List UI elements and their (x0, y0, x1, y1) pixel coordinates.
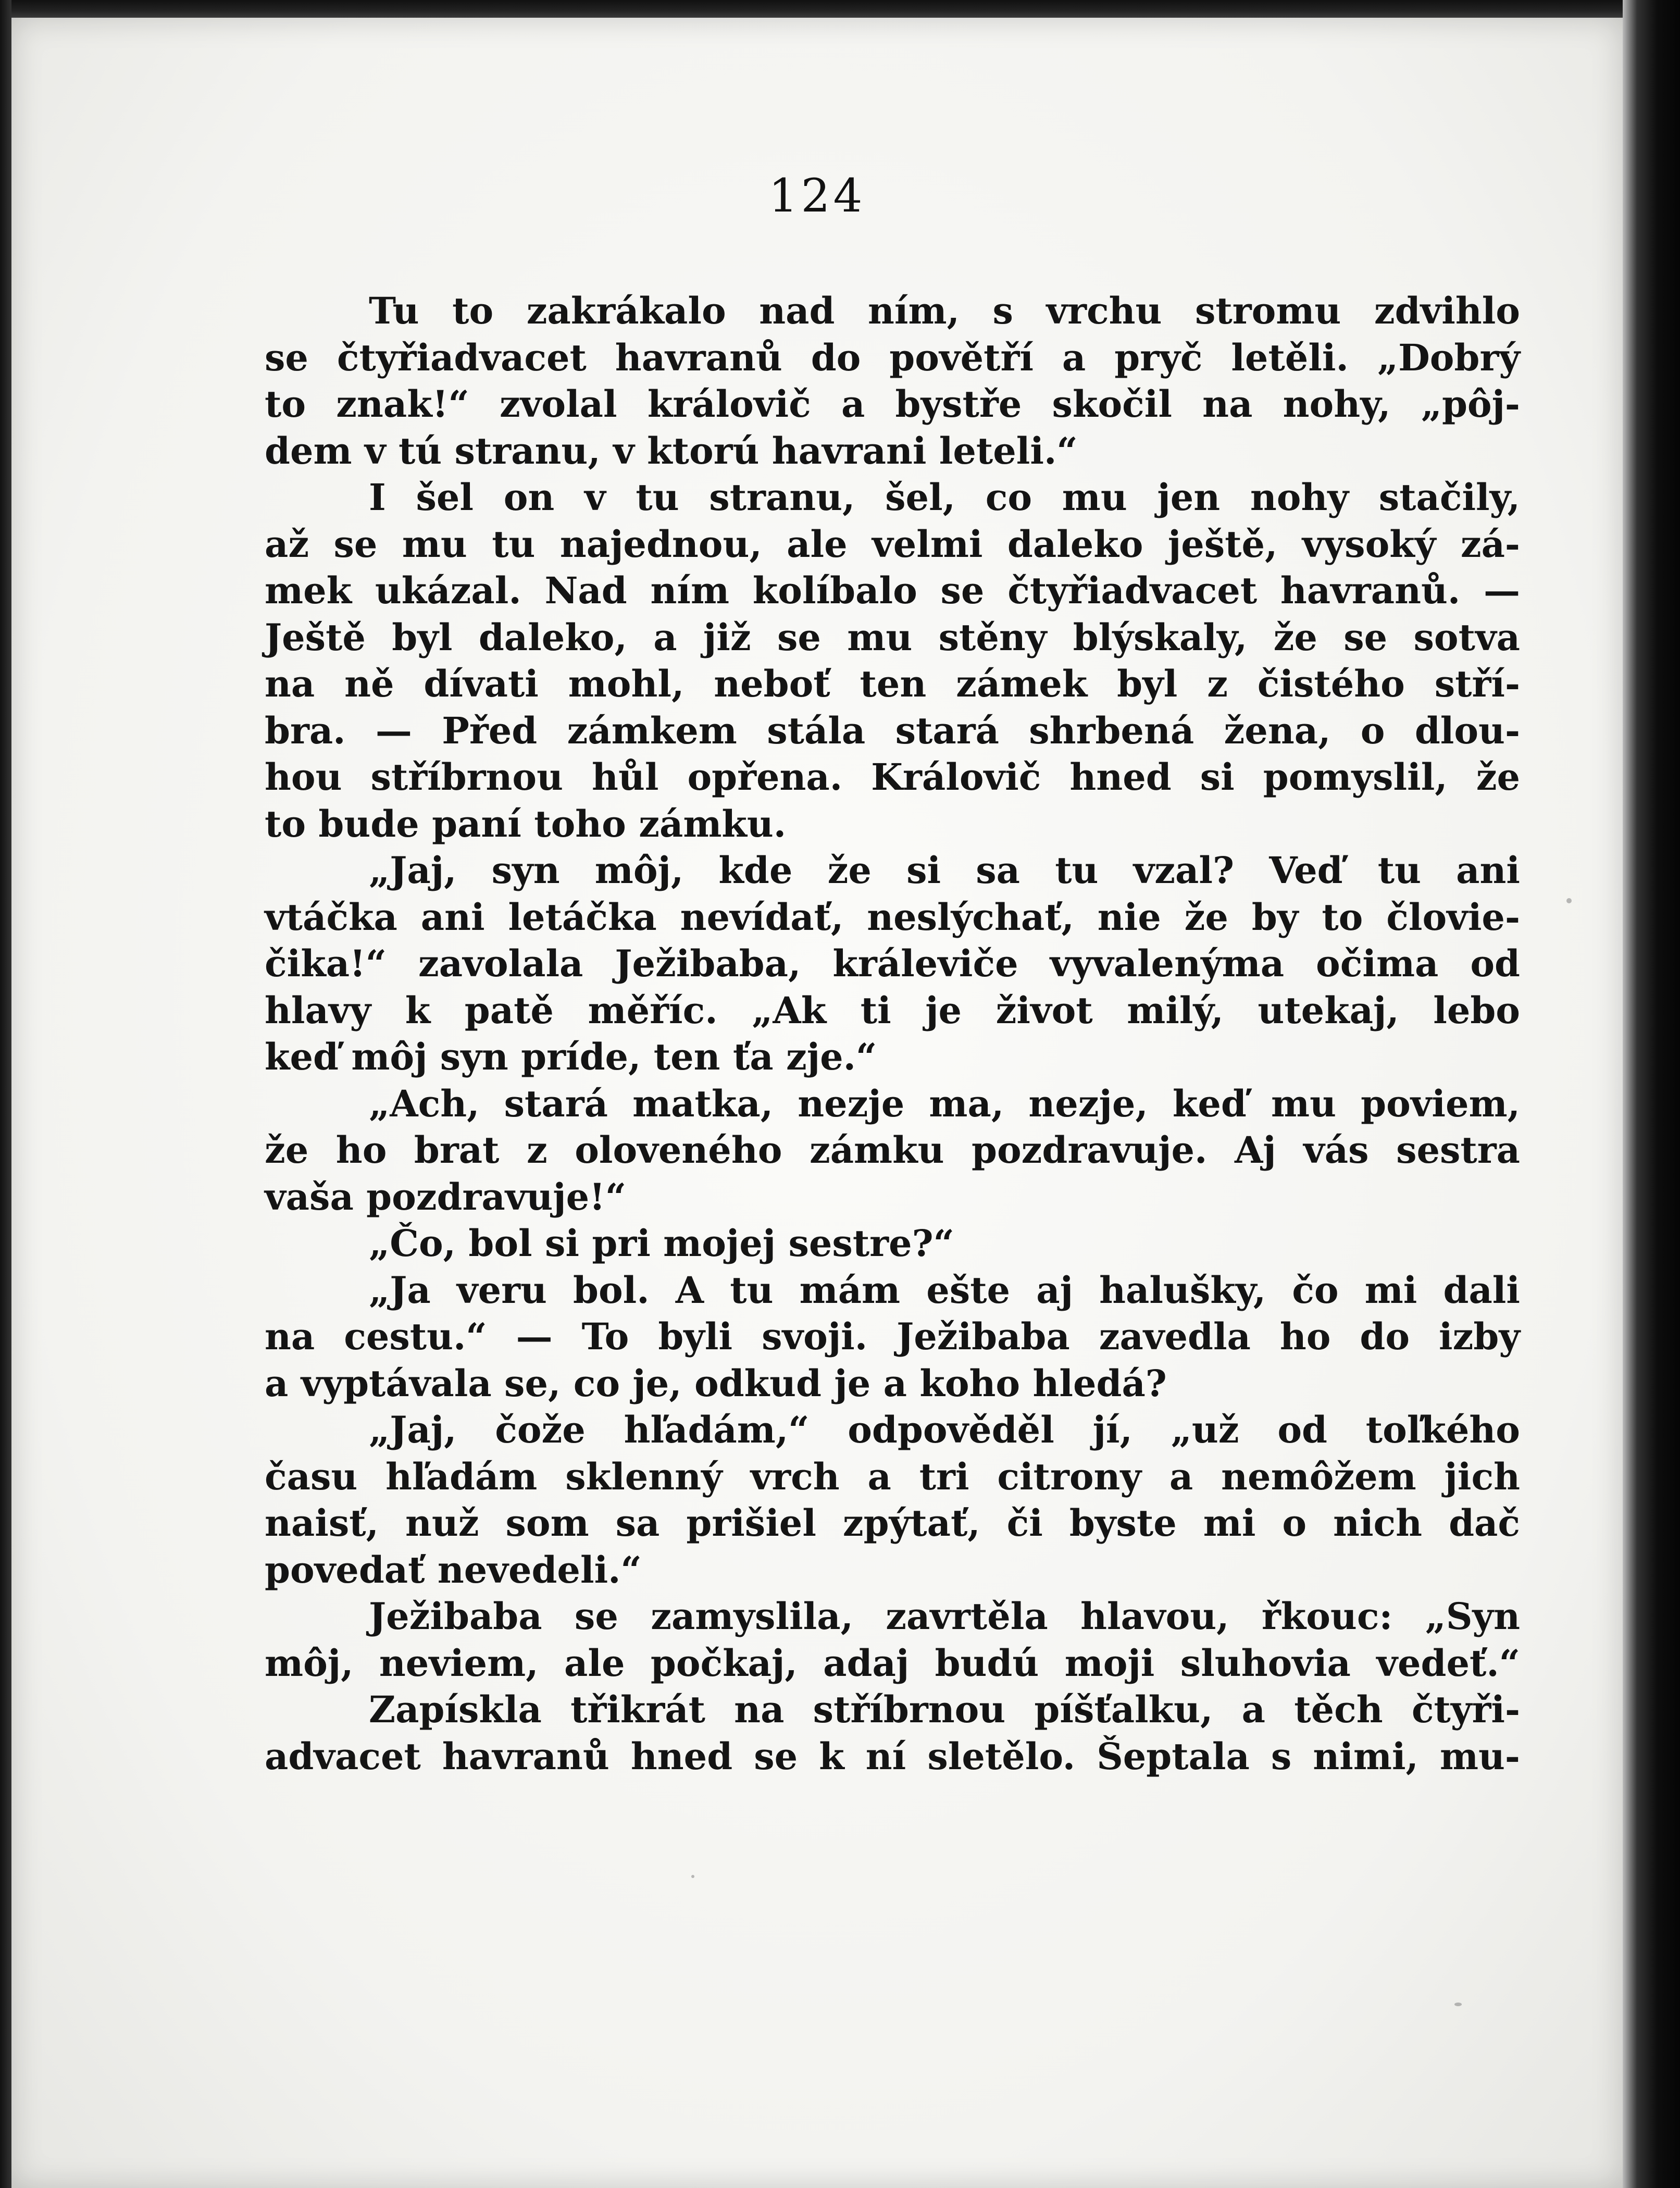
print-speck (691, 1875, 694, 1878)
text-line: že ho brat z oloveného zámku pozdravuje. Aj vás sestra (265, 1128, 1520, 1172)
text-line: „Ja veru bol. A tu mám ešte aj halušky, čo mi dali (369, 1268, 1520, 1312)
text-line: na ně dívati mohl, neboť ten zámek byl z čistého stří- (265, 662, 1520, 705)
text-line: Zapískla třikrát na stříbrnou píšťalku, a těch čtyři- (369, 1688, 1520, 1731)
text-line: „Jaj, čože hľadám,“ odpověděl jí, „už od toľkého (369, 1408, 1520, 1451)
text-line: až se mu tu najednou, ale velmi daleko ještě, vysoký zá- (265, 522, 1520, 566)
text-line: a vyptávala se, co je, odkud je a koho hledá? (265, 1361, 1167, 1405)
text-line: Ještě byl daleko, a již se mu stěny blýskaly, že se sotva (265, 615, 1520, 659)
text-line: „Ach, stará matka, nezje ma, nezje, keď mu poviem, (369, 1081, 1520, 1125)
text-line: môj, neviem, ale počkaj, adaj budú moji sluhovia vedeť.“ (265, 1641, 1520, 1685)
text-line: dem v tú stranu, v ktorú havrani leteli.“ (265, 429, 1078, 473)
text-line: hou stříbrnou hůl opřena. Královič hned si pomyslil, že (265, 755, 1520, 799)
scan-right-edge (1623, 0, 1680, 2188)
text-line: keď môj syn príde, ten ťa zje.“ (265, 1035, 877, 1078)
text-line: to znak!“ zvolal královič a bystře skočil na nohy, „pôj- (265, 382, 1520, 426)
text-line: „Jaj, syn môj, kde že si sa tu vzal? Veď tu ani (369, 849, 1520, 892)
text-line: to bude paní toho zámku. (265, 802, 787, 846)
text-line: se čtyřiadvacet havranů do povětří a pryč letěli. „Dobrý (265, 335, 1520, 379)
scan-left-edge (0, 0, 11, 2188)
text-line: na cestu.“ — To byli svoji. Ježibaba zavedla ho do izby (265, 1315, 1520, 1358)
scan-top-edge (0, 0, 1680, 18)
text-line: hlavy k patě měříc. „Ak ti je život milý, utekaj, lebo (265, 988, 1520, 1032)
text-line: I šel on v tu stranu, šel, co mu jen nohy stačily, (369, 476, 1520, 519)
text-line: „Čo, bol si pri mojej sestre?“ (369, 1222, 954, 1265)
text-line: povedať nevedeli.“ (265, 1548, 642, 1592)
print-speck (1566, 898, 1572, 903)
page-number: 124 (768, 169, 866, 222)
text-line: advacet havranů hned se k ní sletělo. Šeptala s nimi, mu- (265, 1734, 1520, 1778)
text-line: Ježibaba se zamyslila, zavrtěla hlavou, řkouc: „Syn (369, 1595, 1520, 1638)
body-text (265, 288, 1520, 1780)
text-line: Tu to zakrákalo nad ním, s vrchu stromu zdvihlo (369, 289, 1520, 332)
text-line: čika!“ zavolala Ježibaba, králeviče vyvalenýma očima od (265, 942, 1520, 985)
text-line: času hľadám sklenný vrch a tri citrony a nemôžem jich (265, 1454, 1520, 1498)
text-line: vaša pozdravuje!“ (265, 1175, 627, 1219)
print-speck (1454, 2003, 1462, 2006)
text-line: vtáčka ani letáčka nevídať, neslýchať, nie že by to človie- (265, 895, 1520, 939)
text-line: naisť, nuž som sa prišiel zpýtať, či byste mi o nich dač (265, 1501, 1520, 1545)
text-line: mek ukázal. Nad ním kolíbalo se čtyřiadvacet havranů. — (265, 569, 1520, 612)
book-page (11, 18, 1623, 2188)
text-line: bra. — Před zámkem stála stará shrbená žena, o dlou- (265, 708, 1520, 752)
